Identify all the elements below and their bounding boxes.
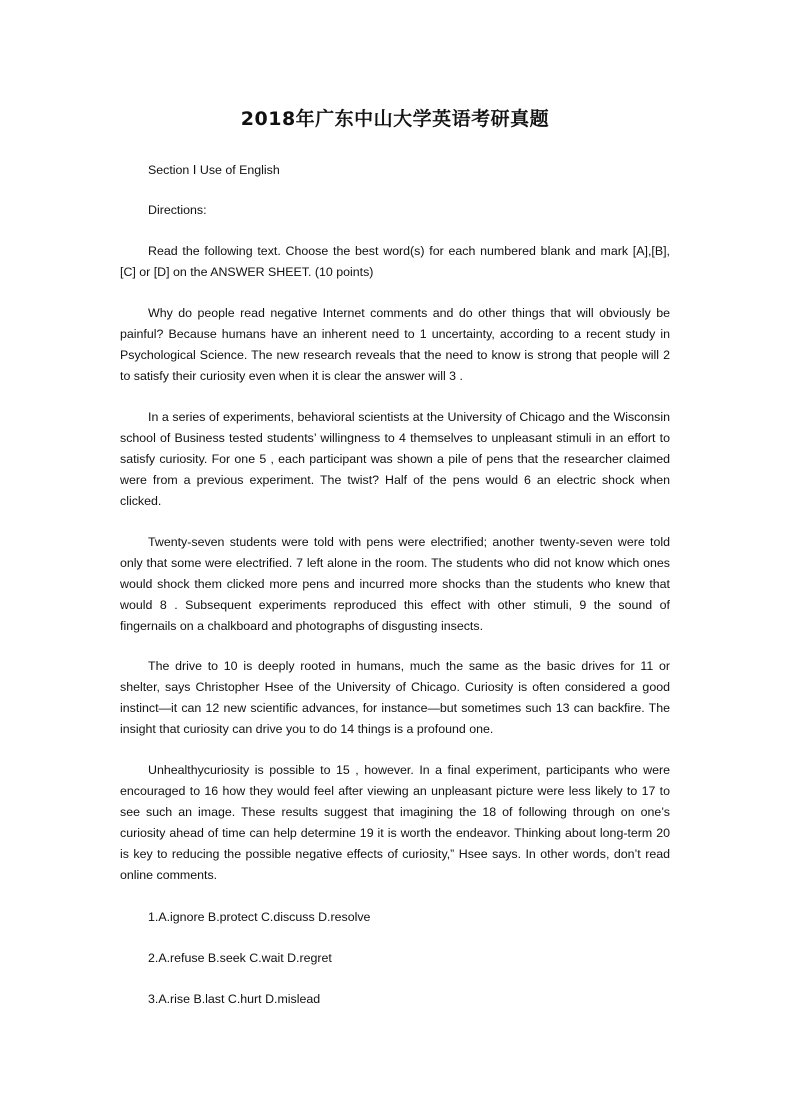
directions-label: Directions:: [148, 203, 207, 217]
question-option-3: 3.A.rise B.last C.hurt D.mislead: [148, 992, 321, 1006]
directions-text-block: [120, 241, 670, 283]
page-title: 2018年广东中山大学英语考研真题: [240, 108, 550, 130]
passage-paragraph-5: [120, 760, 670, 886]
passage-paragraph-2: [120, 407, 670, 512]
section-heading: Section Ⅰ Use of English: [148, 163, 280, 177]
question-option-1: 1.A.ignore B.protect C.discuss D.resolve: [148, 910, 371, 924]
paragraph-text: Why do people read negative Internet comments and do other things that will obviously be painful? Because humans have an inherent need to 1 uncertainty, according to a recent study in Psychological Science. The new research reveals that the need to know is strong that people will 2 to satisfy their curiosity even when it is clear the answer will 3 .: [120, 306, 670, 383]
question-option-2: 2.A.refuse B.seek C.wait D.regret: [148, 951, 332, 965]
passage-paragraph-4: [120, 656, 670, 740]
paragraph-text: Twenty-seven students were told with pens were electrified; another twenty-seven were told only that some were electrified. 7 left alone in the room. The students who did not know which ones would shock them clicked more pens and incurred more shocks than the students who knew that would 8 . Subsequent experiments reproduced this effect with other stimuli, 9 the sound of fingernails on a chalkboard and photographs of disgusting insects.: [120, 535, 670, 633]
passage-paragraph-3: [120, 532, 670, 637]
passage-paragraph-1: [120, 303, 670, 387]
paragraph-text: The drive to 10 is deeply rooted in humans, much the same as the basic drives for 11 or shelter, says Christopher Hsee of the University of Chicago. Curiosity is often considered a good instinct—it can 12 new scientific advances, for instance—but sometimes such 13 can backfire. The insight that curiosity can drive you to do 14 things is a profound one.: [120, 659, 670, 736]
directions-text: Read the following text. Choose the best word(s) for each numbered blank and mark [A],[B], [C] or [D] on the ANSWER SHEET. (10 points): [120, 244, 670, 279]
paragraph-text: Unhealthycuriosity is possible to 15 , however. In a final experiment, participants who were encouraged to 16 how they would feel after viewing an unpleasant picture were less likely to 17 to see such an image. These results suggest that imagining the 18 of following through on one’s curiosity ahead of time can help determine 19 it is worth the endeavor. Thinking about long-term 20 is key to reducing the possible negative effects of curiosity,” Hsee says. In other words, don’t read online comments.: [120, 763, 670, 882]
paragraph-text: In a series of experiments, behavioral scientists at the University of Chicago and the Wisconsin school of Business tested students’ willingness to 4 themselves to unpleasant stimuli in an effort to satisfy curiosity. For one 5 , each participant was shown a pile of pens that the researcher claimed were from a previous experiment. The twist? Half of the pens would 6 an electric shock when clicked.: [120, 410, 670, 508]
